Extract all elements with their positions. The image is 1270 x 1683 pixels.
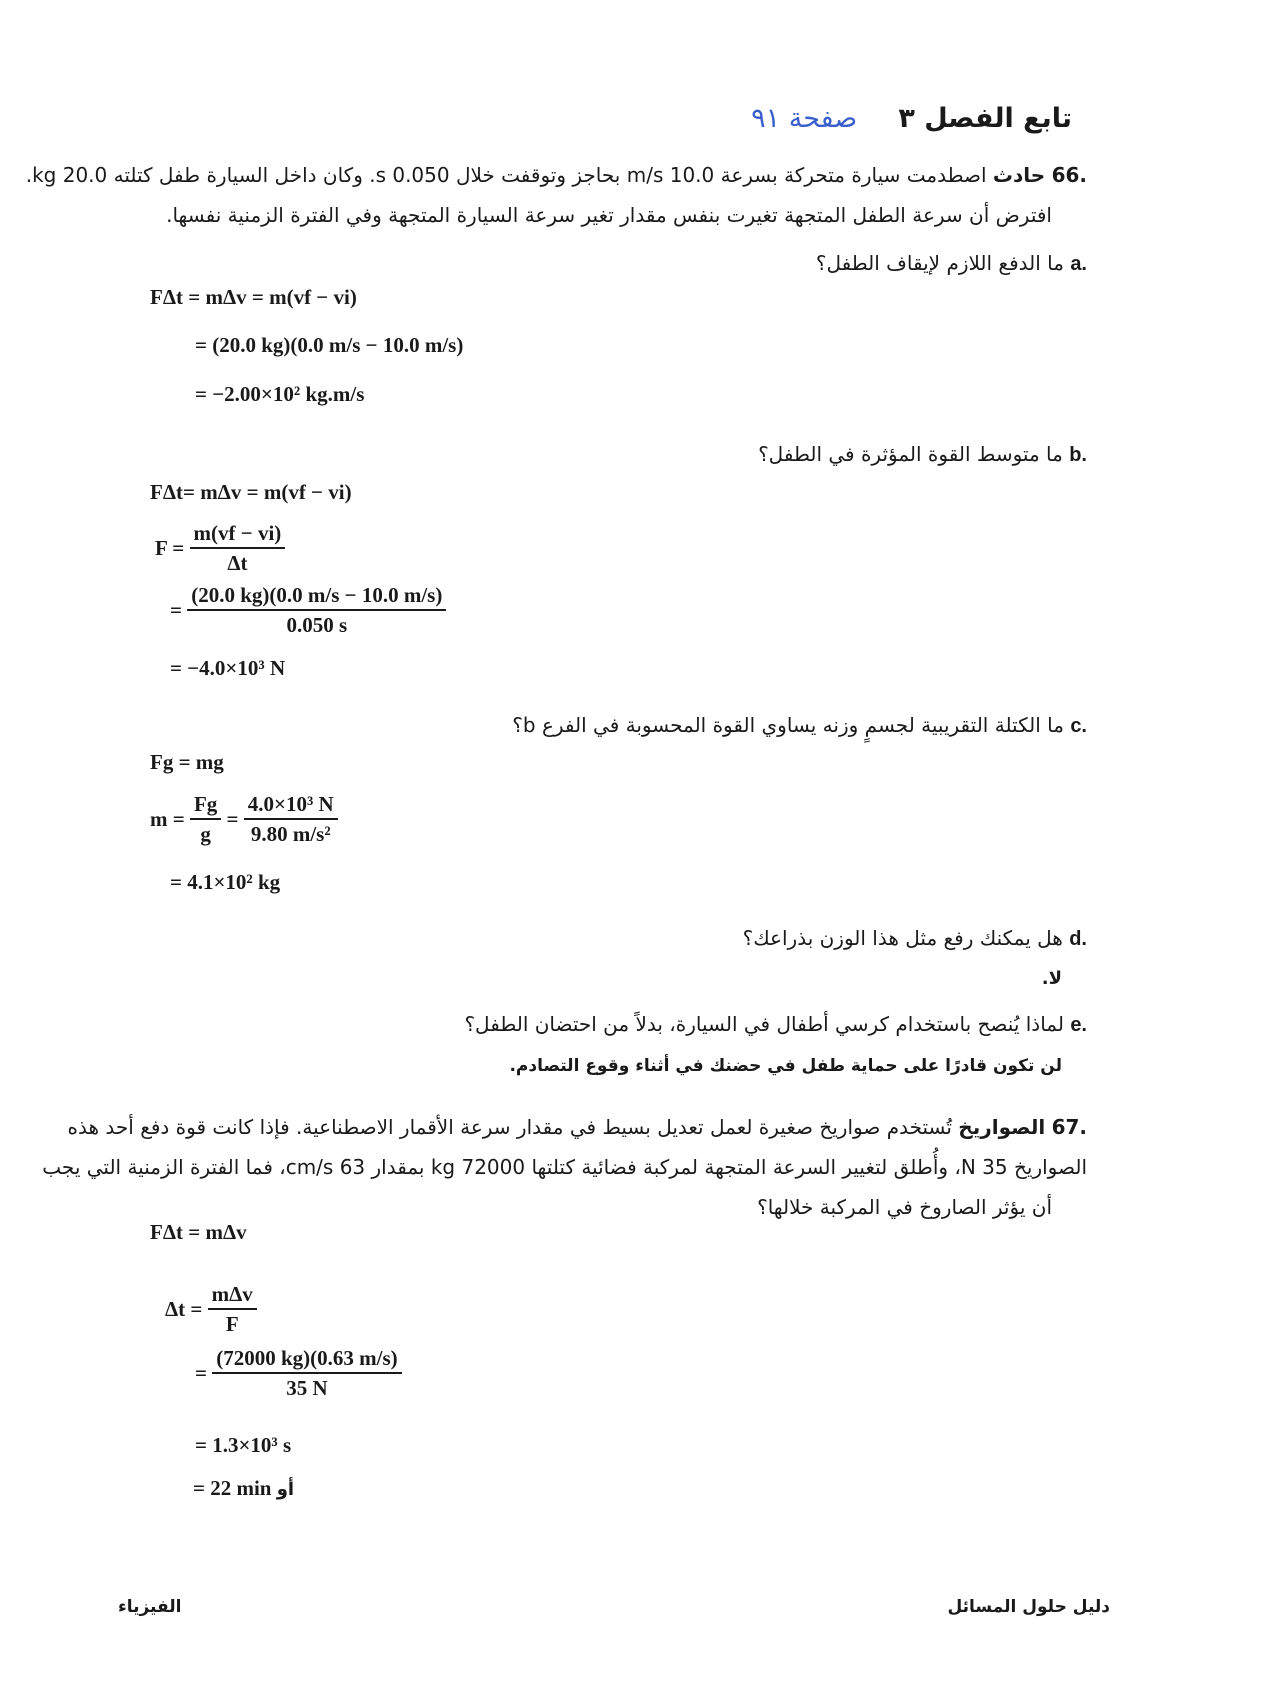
part-d-question [187, 918, 1087, 959]
fraction-numerator: mΔv [208, 1282, 257, 1310]
part-question-text: هل يمكنك رفع مثل هذا الوزن بذراعك؟ [742, 926, 1063, 950]
question-66-line2: افترض أن سرعة الطفل المتجهة تغيرت بنفس مقدار تغير سرعة السيارة المتجهة وفي الفترة الزمنية نفسها. [166, 203, 1052, 227]
question-67-text [42, 1107, 1087, 1227]
fraction [187, 583, 446, 638]
solution-c-step1: Fg = mg [150, 750, 224, 774]
question-title: الصواريخ [958, 1115, 1046, 1139]
part-e-answer: لن تكون قادرًا على حماية طفل في حضنك في أثناء وقوع التصادم. [509, 1056, 1062, 1076]
solution-a-step2: = (20.0 kg)(0.0 m/s − 10.0 m/s) [195, 333, 464, 357]
question-66-text [25, 155, 1087, 235]
footer-left: الفيزياء [118, 1597, 182, 1617]
part-a-question [187, 243, 1087, 284]
solution-67-step2 [165, 1282, 257, 1337]
question-66-line1: 66. حادث اصطدمت سيارة متحركة بسرعة 10.0 m/s بحاجز وتوقفت خلال 0.050 s. وكان داخل السيارة طفل كتلته 20.0 kg. [25, 163, 1087, 187]
question-title: حادث [992, 163, 1046, 187]
equation-lhs: m = [150, 807, 185, 831]
or-prefix: أو [276, 1479, 295, 1500]
question-67-line1: 67. الصواريخ تُستخدم صواريخ صغيرة لعمل تعديل بسيط في مقدار سرعة الأقمار الاصطناعية. فإذا كانت قوة دفع أحد هذه [67, 1115, 1087, 1139]
part-label: b. [1069, 444, 1087, 466]
fraction-denominator: 35 N [286, 1376, 328, 1400]
part-question-text: لماذا يُنصح باستخدام كرسي أطفال في السيارة، بدلاً من احتضان الطفل؟ [464, 1012, 1064, 1036]
equation-lhs: F = [155, 536, 185, 560]
question-number: 67. [1051, 1115, 1087, 1139]
part-d-answer: لا. [1041, 968, 1062, 989]
question-number: 66. [1051, 163, 1087, 187]
part-label: c. [1070, 715, 1087, 737]
fraction [190, 521, 286, 576]
part-c-question [187, 705, 1087, 746]
fraction-numerator: Fg [190, 792, 221, 820]
solution-c-step3: = 4.1×10² kg [170, 870, 281, 894]
part-question-text: ما الدفع اللازم لإيقاف الطفل؟ [815, 251, 1064, 275]
solution-67-step5: = 22 min أو [193, 1476, 295, 1500]
fraction [190, 792, 221, 847]
fraction [212, 1346, 401, 1401]
fraction-numerator: m(vf − vi) [190, 521, 286, 549]
part-label: a. [1070, 253, 1087, 275]
part-question-text: ما الكتلة التقريبية لجسمٍ وزنه يساوي القوة المحسوبة في الفرع b؟ [512, 713, 1064, 737]
fraction-denominator: F [225, 1312, 239, 1336]
part-e-question [187, 1004, 1087, 1045]
fraction [208, 1282, 257, 1337]
solution-67-step3: = $\frac{(72000 kg)(0.63 m/s)}{35 N}$ [195, 1346, 402, 1401]
solution-b-step2 [155, 521, 285, 576]
fraction-numerator: (72000 kg)(0.63 m/s) [212, 1346, 401, 1374]
part-label: e. [1070, 1014, 1087, 1036]
fraction-denominator: g [200, 822, 211, 846]
fraction-denominator: 0.050 s [286, 613, 348, 637]
solution-67-step1: FΔt = mΔv [150, 1220, 247, 1244]
solution-b-step3: = $\frac{(20.0 kg)(0.0 m/s - 10.0 m/s)}{0.050 s}$ [170, 583, 446, 638]
fraction-denominator: 9.80 m/s² [250, 822, 331, 846]
fraction [244, 792, 338, 847]
question-67-line3: أن يؤثر الصاروخ في المركبة خلالها؟ [757, 1195, 1052, 1219]
solution-a-step1: FΔt = mΔv = m(vf − vi) [150, 285, 357, 309]
solution-b-step1: FΔt= mΔv = m(vf − vi) [150, 480, 352, 504]
equation-lhs: Δt = [165, 1297, 203, 1321]
part-b-question [187, 434, 1087, 475]
solution-b-step4: = −4.0×10³ N [170, 656, 286, 680]
footer-right: دليل حلول المسائل [947, 1597, 1110, 1617]
solution-a-step3: = −2.00×10² kg.m/s [195, 382, 365, 406]
part-question-text: ما متوسط القوة المؤثرة في الطفل؟ [758, 442, 1063, 466]
fraction-numerator: (20.0 kg)(0.0 m/s − 10.0 m/s) [187, 583, 446, 611]
question-67-line2: الصواريخ 35 N، وأُطلق لتغيير السرعة المتجهة لمركبة فضائية كتلتها 72000 kg بمقدار 63 cm/s، فما الفترة الزمنية التي يجب [42, 1155, 1087, 1179]
fraction-numerator: 4.0×10³ N [244, 792, 338, 820]
chapter-title: تابع الفصل ٣ [898, 103, 1072, 134]
solution-67-step4: = 1.3×10³ s [195, 1433, 292, 1457]
part-label: d. [1069, 928, 1087, 950]
page-header [172, 103, 1072, 147]
fraction-denominator: Δt [227, 551, 248, 575]
solution-c-step2: m = $\frac{Fg}{g}$ = $\frac{\text{4.0×10³ N}}{\text{9.80 m/s²}}$ [150, 792, 338, 847]
page-number: صفحة ٩١ [751, 103, 858, 134]
